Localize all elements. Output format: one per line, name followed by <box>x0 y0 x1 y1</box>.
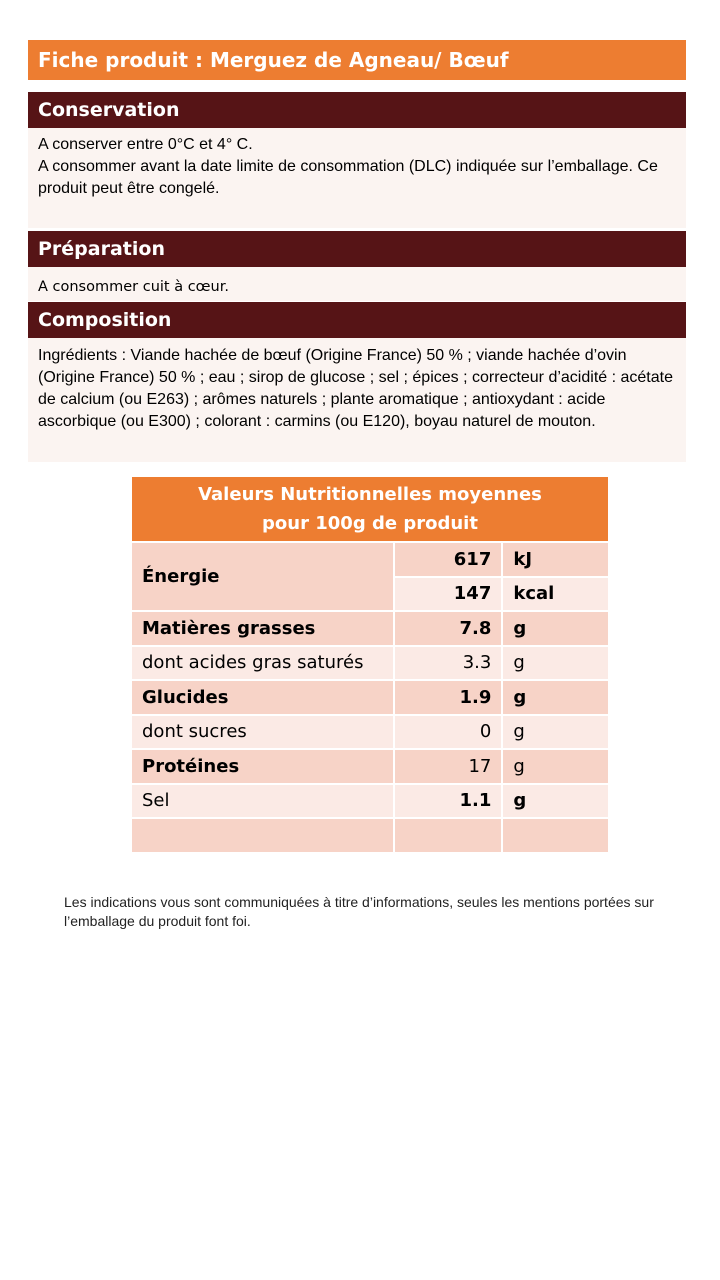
row-label: Matières grasses <box>131 611 394 646</box>
row-unit: g <box>502 749 609 784</box>
preparation-heading: Préparation <box>28 231 686 267</box>
energy-kj-unit: kJ <box>502 542 609 577</box>
row-label: Sel <box>131 784 394 819</box>
table-row <box>131 680 609 715</box>
empty-cell <box>131 818 394 853</box>
composition-body <box>28 338 686 462</box>
row-value: 3.3 <box>394 646 503 681</box>
table-row-empty <box>131 818 609 853</box>
nutrition-table-header <box>131 476 609 542</box>
nutrition-table <box>130 475 610 854</box>
row-value: 0 <box>394 715 503 750</box>
energy-kcal-unit: kcal <box>502 577 609 612</box>
row-unit: g <box>502 611 609 646</box>
table-row-energy-kj <box>131 542 609 577</box>
nutrition-title-line1: Valeurs Nutritionnelles moyennes <box>198 484 542 505</box>
table-row <box>131 611 609 646</box>
row-label: Protéines <box>131 749 394 784</box>
conservation-heading: Conservation <box>28 92 686 128</box>
row-label: dont sucres <box>131 715 394 750</box>
row-unit: g <box>502 784 609 819</box>
empty-cell <box>394 818 503 853</box>
table-row <box>131 646 609 681</box>
row-unit: g <box>502 680 609 715</box>
table-row <box>131 784 609 819</box>
disclaimer-footnote: Les indications vous sont communiquées à titre d’informations, seules les mentions portées sur l’emballage du produit font foi. <box>64 894 654 929</box>
nutrition-table-title <box>131 476 609 542</box>
energy-kj-value: 617 <box>394 542 503 577</box>
row-unit: g <box>502 646 609 681</box>
composition-text: Ingrédients : Viande hachée de bœuf (Origine France) 50 % ; viande hachée d’ovin (Origine France) 50 % ; eau ; sirop de glucose ; sel ; épices ; correcteur d’acidité : acétate de calcium (ou E263) ; arômes naturels ; plante aromatique ; antioxydant : acide ascorbique (ou E300) ; colorant : carmins (ou E120), boyau naturel de mouton. <box>38 347 673 430</box>
row-unit: g <box>502 715 609 750</box>
nutrition-title-line2: pour 100g de produit <box>262 513 478 534</box>
conservation-line2: A consommer avant la date limite de consommation (DLC) indiquée sur l’emballage. Ce produit peut être congelé. <box>38 158 658 197</box>
row-label: Glucides <box>131 680 394 715</box>
energy-kcal-value: 147 <box>394 577 503 612</box>
row-value: 17 <box>394 749 503 784</box>
energy-label: Énergie <box>131 542 394 611</box>
empty-cell <box>502 818 609 853</box>
row-label: dont acides gras saturés <box>131 646 394 681</box>
conservation-body <box>28 128 686 228</box>
table-row <box>131 749 609 784</box>
page-title: Fiche produit : Merguez de Agneau/ Bœuf <box>28 40 686 80</box>
conservation-line1: A conserver entre 0°C et 4° C. <box>38 136 253 153</box>
preparation-text: A consommer cuit à cœur. <box>38 279 229 295</box>
preparation-body <box>28 267 686 301</box>
row-value: 7.8 <box>394 611 503 646</box>
row-value: 1.1 <box>394 784 503 819</box>
row-value: 1.9 <box>394 680 503 715</box>
composition-heading: Composition <box>28 302 686 338</box>
table-row <box>131 715 609 750</box>
